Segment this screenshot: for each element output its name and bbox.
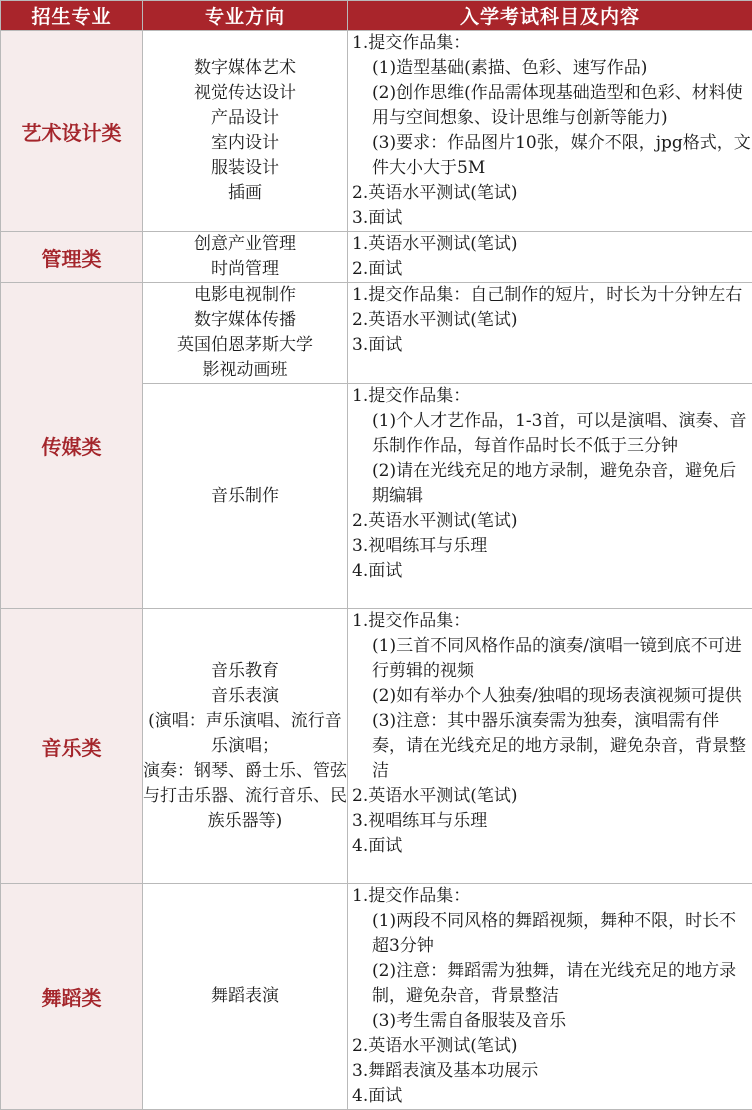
direction-cell xyxy=(143,384,348,609)
direction-item: 室内设计 xyxy=(143,131,347,156)
direction-item: 音乐表演 xyxy=(143,684,347,709)
header-row xyxy=(1,1,752,31)
direction-item: 服装设计 xyxy=(143,156,347,181)
requirement-item: 4.面试 xyxy=(352,1084,752,1109)
direction-item: 视觉传达设计 xyxy=(143,81,347,106)
category-management: 管理类 xyxy=(1,232,143,283)
direction-item: 音乐制作 xyxy=(143,484,347,509)
direction-item: 插画 xyxy=(143,181,347,206)
direction-item: 电影电视制作 xyxy=(143,283,347,308)
direction-item: 音乐教育 xyxy=(143,659,347,684)
direction-item: 数字媒体传播 xyxy=(143,308,347,333)
requirement-item: 3.面试 xyxy=(352,206,752,231)
requirement-item: 2.英语水平测试(笔试) xyxy=(352,784,752,809)
category-music: 音乐类 xyxy=(1,609,143,884)
table-row xyxy=(1,884,752,1110)
requirement-item: 1.提交作品集： xyxy=(352,884,752,909)
header-direction: 专业方向 xyxy=(143,1,348,31)
requirement-item: 3.舞蹈表演及基本功展示 xyxy=(352,1059,752,1084)
requirement-item: (3)要求：作品图片10张，媒介不限，jpg格式，文件大小大于5M xyxy=(352,131,752,181)
requirement-cell xyxy=(348,609,752,884)
table-row xyxy=(1,283,752,384)
requirement-item: (2)请在光线充足的地方录制，避免杂音，避免后期编辑 xyxy=(352,459,752,509)
requirement-cell xyxy=(348,384,752,609)
requirement-item: (1)两段不同风格的舞蹈视频，舞种不限，时长不超3分钟 xyxy=(352,909,752,959)
direction-item: 英国伯恩茅斯大学 xyxy=(143,333,347,358)
requirement-item: (3)注意：其中器乐演奏需为独奏，演唱需有伴奏，请在光线充足的地方录制，避免杂音，背景整洁 xyxy=(352,709,752,784)
table-row xyxy=(1,609,752,884)
direction-item: 时尚管理 xyxy=(143,257,347,282)
direction-cell xyxy=(143,884,348,1110)
header-exam: 入学考试科目及内容 xyxy=(348,1,752,31)
direction-item: 产品设计 xyxy=(143,106,347,131)
requirement-item: 2.英语水平测试(笔试) xyxy=(352,1034,752,1059)
requirement-item: (1)造型基础(素描、色彩、速写作品) xyxy=(352,56,752,81)
requirement-cell xyxy=(348,31,752,232)
requirement-item: 3.视唱练耳与乐理 xyxy=(352,534,752,559)
requirement-item: (2)注意：舞蹈需为独舞，请在光线充足的地方录制，避免杂音，背景整洁 xyxy=(352,959,752,1009)
requirement-item: 2.英语水平测试(笔试) xyxy=(352,308,752,333)
direction-item: 舞蹈表演 xyxy=(143,984,347,1009)
requirement-item: (2)如有举办个人独奏/独唱的现场表演视频可提供 xyxy=(352,684,752,709)
direction-item: 演奏：钢琴、爵士乐、管弦与打击乐器、流行音乐、民族乐器等) xyxy=(143,759,347,834)
category-media: 传媒类 xyxy=(1,283,143,609)
requirement-item: 2.英语水平测试(笔试) xyxy=(352,181,752,206)
requirement-item: 1.提交作品集：自己制作的短片，时长为十分钟左右 xyxy=(352,283,752,308)
requirement-cell xyxy=(348,884,752,1110)
requirement-cell xyxy=(348,283,752,384)
requirement-cell xyxy=(348,232,752,283)
requirement-item: 1.提交作品集： xyxy=(352,384,752,409)
requirement-item: 1.提交作品集： xyxy=(352,31,752,56)
requirement-item: (3)考生需自备服装及音乐 xyxy=(352,1009,752,1034)
requirement-item: 2.面试 xyxy=(352,257,752,282)
requirement-item: (1)个人才艺作品，1-3首，可以是演唱、演奏、音乐制作作品，每首作品时长不低于三分钟 xyxy=(352,409,752,459)
direction-item: 创意产业管理 xyxy=(143,232,347,257)
direction-item: 数字媒体艺术 xyxy=(143,56,347,81)
requirement-item: 4.面试 xyxy=(352,834,752,859)
direction-item: 影视动画班 xyxy=(143,358,347,383)
direction-cell xyxy=(143,609,348,884)
category-dance: 舞蹈类 xyxy=(1,884,143,1110)
requirement-item: (2)创作思维(作品需体现基础造型和色彩、材料使用与空间想象、设计思维与创新等能力) xyxy=(352,81,752,131)
requirement-item: 3.面试 xyxy=(352,333,752,358)
direction-item: (演唱：声乐演唱、流行音乐演唱； xyxy=(143,709,347,759)
requirement-item: (1)三首不同风格作品的演奏/演唱一镜到底不可进行剪辑的视频 xyxy=(352,634,752,684)
category-art-design: 艺术设计类 xyxy=(1,31,143,232)
header-major: 招生专业 xyxy=(1,1,143,31)
table-row xyxy=(1,232,752,283)
requirement-item: 2.英语水平测试(笔试) xyxy=(352,509,752,534)
requirement-item: 1.提交作品集： xyxy=(352,609,752,634)
direction-cell xyxy=(143,283,348,384)
requirement-item: 4.面试 xyxy=(352,559,752,584)
requirement-item: 1.英语水平测试(笔试) xyxy=(352,232,752,257)
table-row xyxy=(1,31,752,232)
direction-cell xyxy=(143,31,348,232)
requirement-item: 3.视唱练耳与乐理 xyxy=(352,809,752,834)
direction-cell xyxy=(143,232,348,283)
